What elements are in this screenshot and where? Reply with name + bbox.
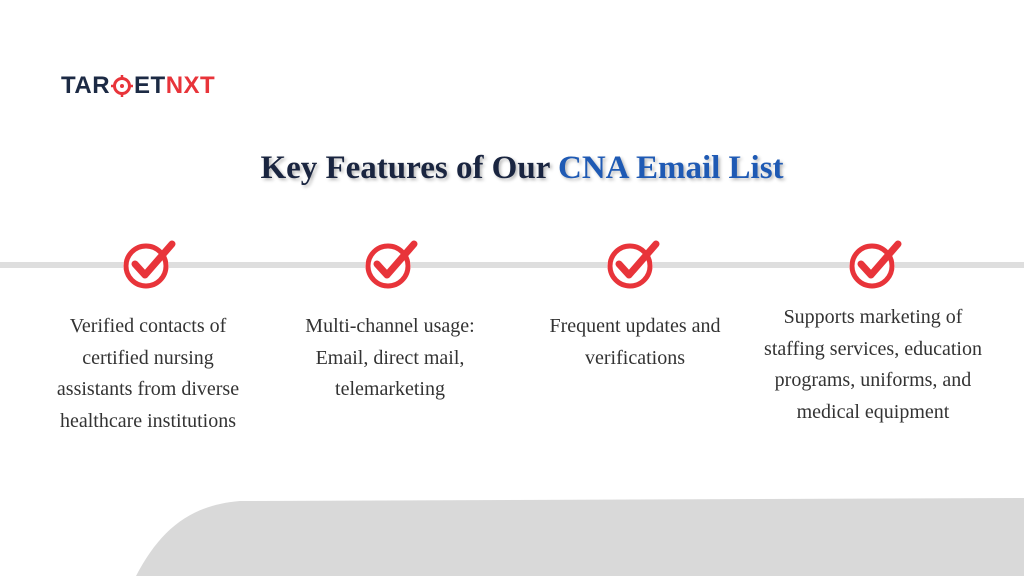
title-part-dark: Key Features of Our: [260, 150, 559, 186]
title-part-blue: CNA Email List: [558, 150, 784, 186]
logo-text-tar: TAR: [61, 72, 111, 99]
feature-text-4: Supports marketing of staffing services, education programs, uniforms, and medical equipment: [764, 306, 982, 423]
logo-text-et: ET: [134, 72, 166, 99]
logo-text-nxt: NXT: [165, 72, 216, 99]
feature-text-3: Frequent updates and verifications: [549, 315, 721, 369]
feature-text-1: Verified contacts of certified nursing assistants from diverse healthcare institutions: [56, 315, 240, 432]
feature-text-2: Multi-channel usage: Email, direct mail, telemarketing: [305, 315, 475, 400]
